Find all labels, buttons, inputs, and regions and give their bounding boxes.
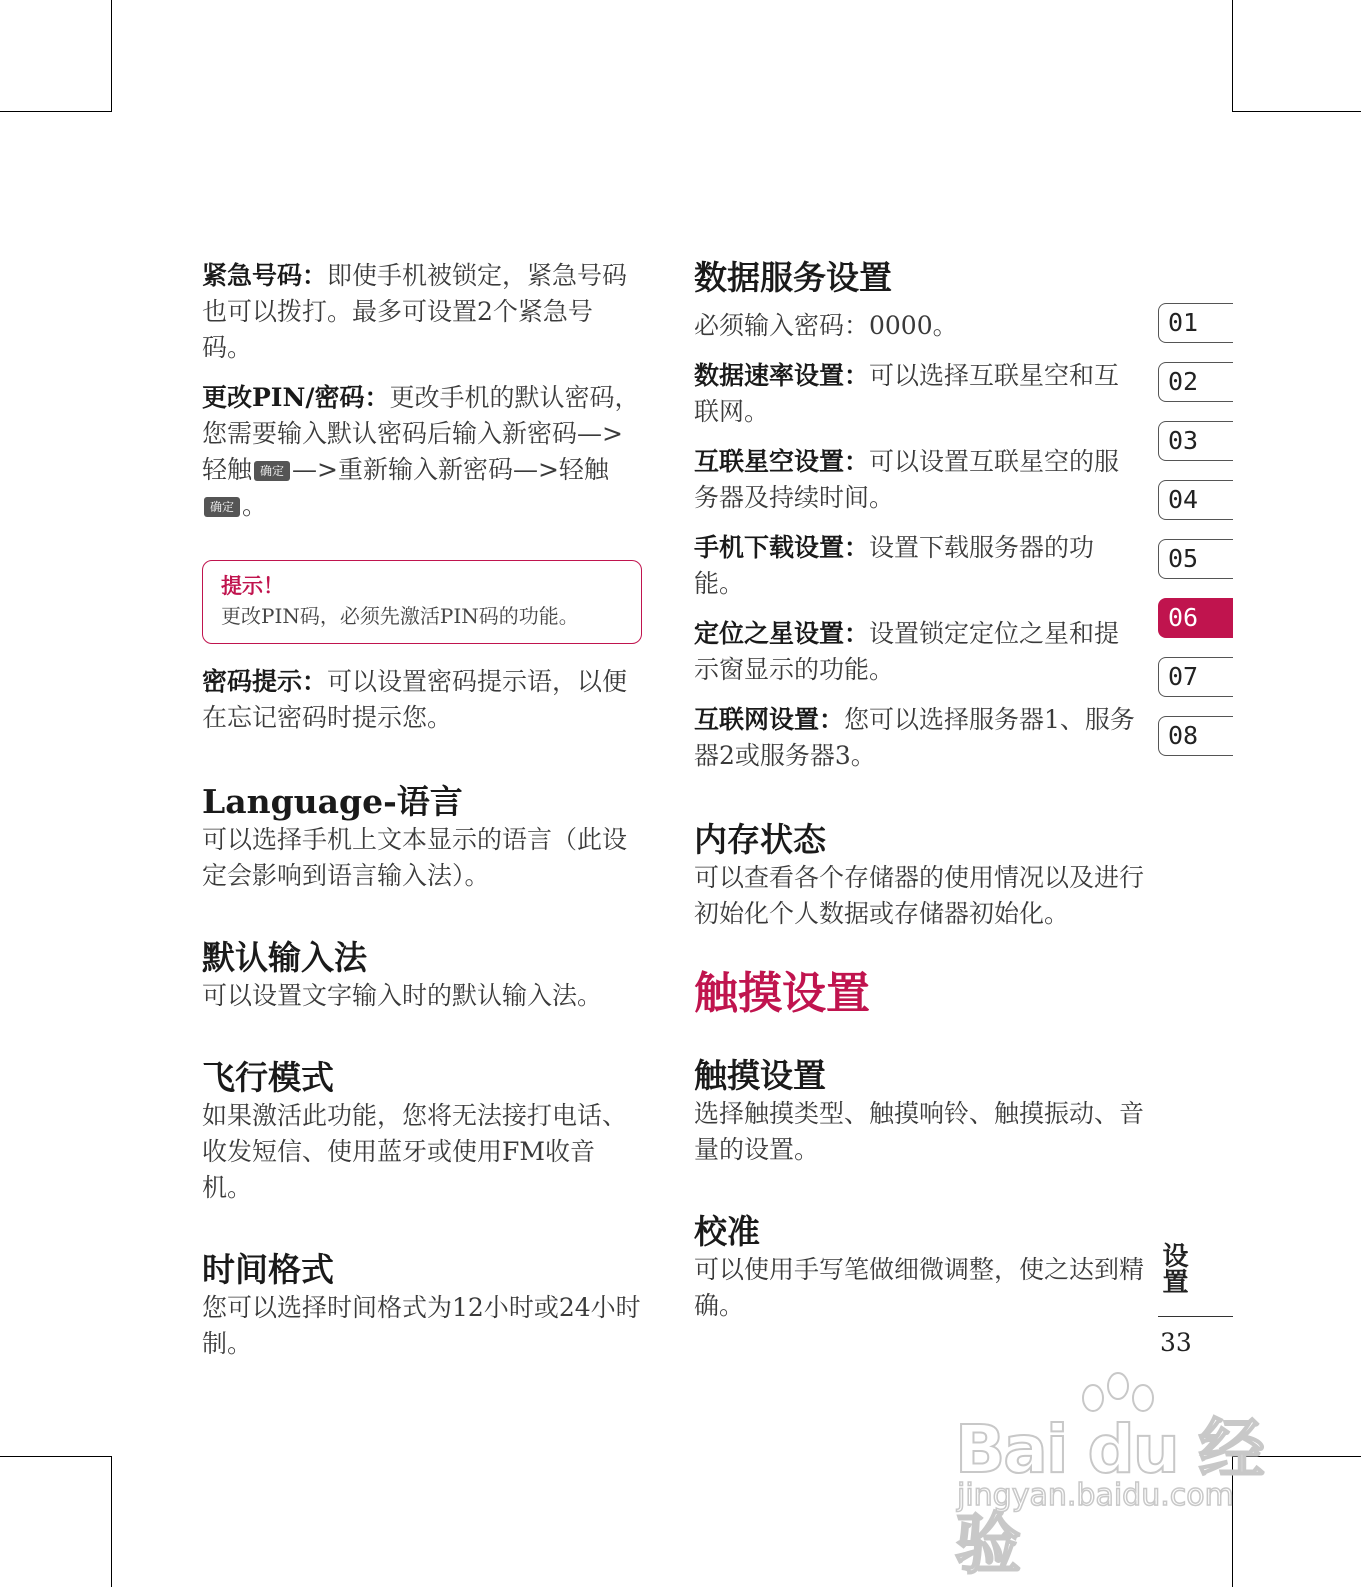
download-paragraph (694, 530, 1144, 602)
emergency-paragraph (202, 258, 642, 366)
chapter-tab-06[interactable]: 06 (1158, 598, 1233, 638)
section-label: 设置 (1158, 1242, 1188, 1294)
chapter-tab-05[interactable]: 05 (1158, 539, 1233, 579)
data-rate-term: 数据速率设置： (694, 361, 870, 390)
chapter-tab-08[interactable]: 08 (1158, 716, 1233, 756)
data-service-text: 必须输入密码：0000。 (694, 311, 958, 340)
change-pin-text-3: 。 (242, 491, 268, 520)
password-hint-term: 密码提示： (202, 667, 328, 696)
crop-mark (111, 1456, 112, 1587)
change-pin-text-2: —>重新输入新密码—>轻触 (292, 455, 609, 484)
calibration-text: 可以使用手写笔做细微调整，使之达到精确。 (694, 1255, 1145, 1320)
vnet-term: 互联星空设置： (694, 447, 870, 476)
confirm-key-icon: 确定 (254, 461, 290, 481)
memory-text: 可以查看各个存储器的使用情况以及进行初始化个人数据或存储器初始化。 (694, 863, 1145, 928)
chapter-tabs (1158, 303, 1233, 775)
watermark-url: jingyan.baidu.com (957, 1478, 1234, 1513)
vnet-paragraph (694, 444, 1144, 516)
language-heading: Language-语言 (202, 782, 463, 821)
chapter-tab-02[interactable]: 02 (1158, 362, 1233, 402)
emergency-text: 即使手机被锁定，紧急号码也可以拨打。最多可设置2个紧急号码。 (202, 261, 628, 362)
gps-paragraph (694, 616, 1144, 688)
time-format-heading: 时间格式 (202, 1250, 334, 1289)
tip-title: 提示！ (221, 573, 284, 598)
password-hint-paragraph (202, 664, 642, 736)
watermark-brand: Bai du 经验 (955, 1411, 1263, 1583)
language-text: 可以选择手机上文本显示的语言（此设定会影响到语言输入法）。 (202, 825, 628, 890)
chapter-tab-04[interactable]: 04 (1158, 480, 1233, 520)
download-term: 手机下载设置： (694, 533, 870, 562)
crop-mark (111, 0, 112, 112)
vnet-text: 可以设置互联星空的服务器及持续时间。 (694, 447, 1120, 512)
crop-mark (1232, 111, 1361, 112)
touch-heading: 触摸设置 (694, 1056, 826, 1095)
input-method-heading: 默认输入法 (202, 938, 367, 977)
data-rate-paragraph (694, 358, 1144, 430)
emergency-term: 紧急号码： (202, 261, 328, 290)
internet-text: 您可以选择服务器1、服务器2或服务器3。 (694, 705, 1135, 770)
tip-text: 更改PIN码，必须先激活PIN码的功能。 (221, 604, 579, 628)
right-column (694, 258, 1144, 1324)
data-service-heading: 数据服务设置 (694, 258, 892, 297)
gps-text: 设置锁定定位之星和提示窗显示的功能。 (694, 619, 1120, 684)
touch-text: 选择触摸类型、触摸响铃、触摸振动、音量的设置。 (694, 1099, 1145, 1164)
password-hint-text: 可以设置密码提示语，以便在忘记密码时提示您。 (202, 667, 628, 732)
data-rate-text: 可以选择互联星空和互联网。 (694, 361, 1120, 426)
page-number: 33 (1160, 1328, 1192, 1357)
chapter-tab-07[interactable]: 07 (1158, 657, 1233, 697)
page-divider (1158, 1316, 1233, 1317)
input-method-text: 可以设置文字输入时的默认输入法。 (202, 981, 603, 1010)
internet-paragraph (694, 702, 1144, 774)
time-format-text: 您可以选择时间格式为12小时或24小时制。 (202, 1293, 641, 1358)
crop-mark (0, 1456, 112, 1457)
gps-term: 定位之星设置： (694, 619, 870, 648)
memory-heading: 内存状态 (694, 820, 826, 859)
change-pin-term: 更改PIN/密码： (202, 383, 390, 412)
internet-term: 互联网设置： (694, 705, 845, 734)
left-column (202, 258, 642, 1362)
change-pin-paragraph (202, 380, 642, 524)
crop-mark (0, 111, 112, 112)
confirm-key-icon: 确定 (204, 497, 240, 517)
tip-box (202, 560, 642, 644)
calibration-heading: 校准 (694, 1212, 760, 1251)
download-text: 设置下载服务器的功能。 (694, 533, 1095, 598)
baidu-watermark (955, 1368, 1265, 1583)
flight-mode-text: 如果激活此功能，您将无法接打电话、收发短信、使用蓝牙或使用FM收音机。 (202, 1101, 628, 1202)
change-pin-text-1: 更改手机的默认密码，您需要输入默认密码后输入新密码—>轻触 (202, 383, 640, 484)
crop-mark (1232, 0, 1233, 112)
chapter-tab-03[interactable]: 03 (1158, 421, 1233, 461)
flight-mode-heading: 飞行模式 (202, 1058, 334, 1097)
touch-section-title: 触摸设置 (694, 968, 870, 1019)
chapter-tab-01[interactable]: 01 (1158, 303, 1233, 343)
